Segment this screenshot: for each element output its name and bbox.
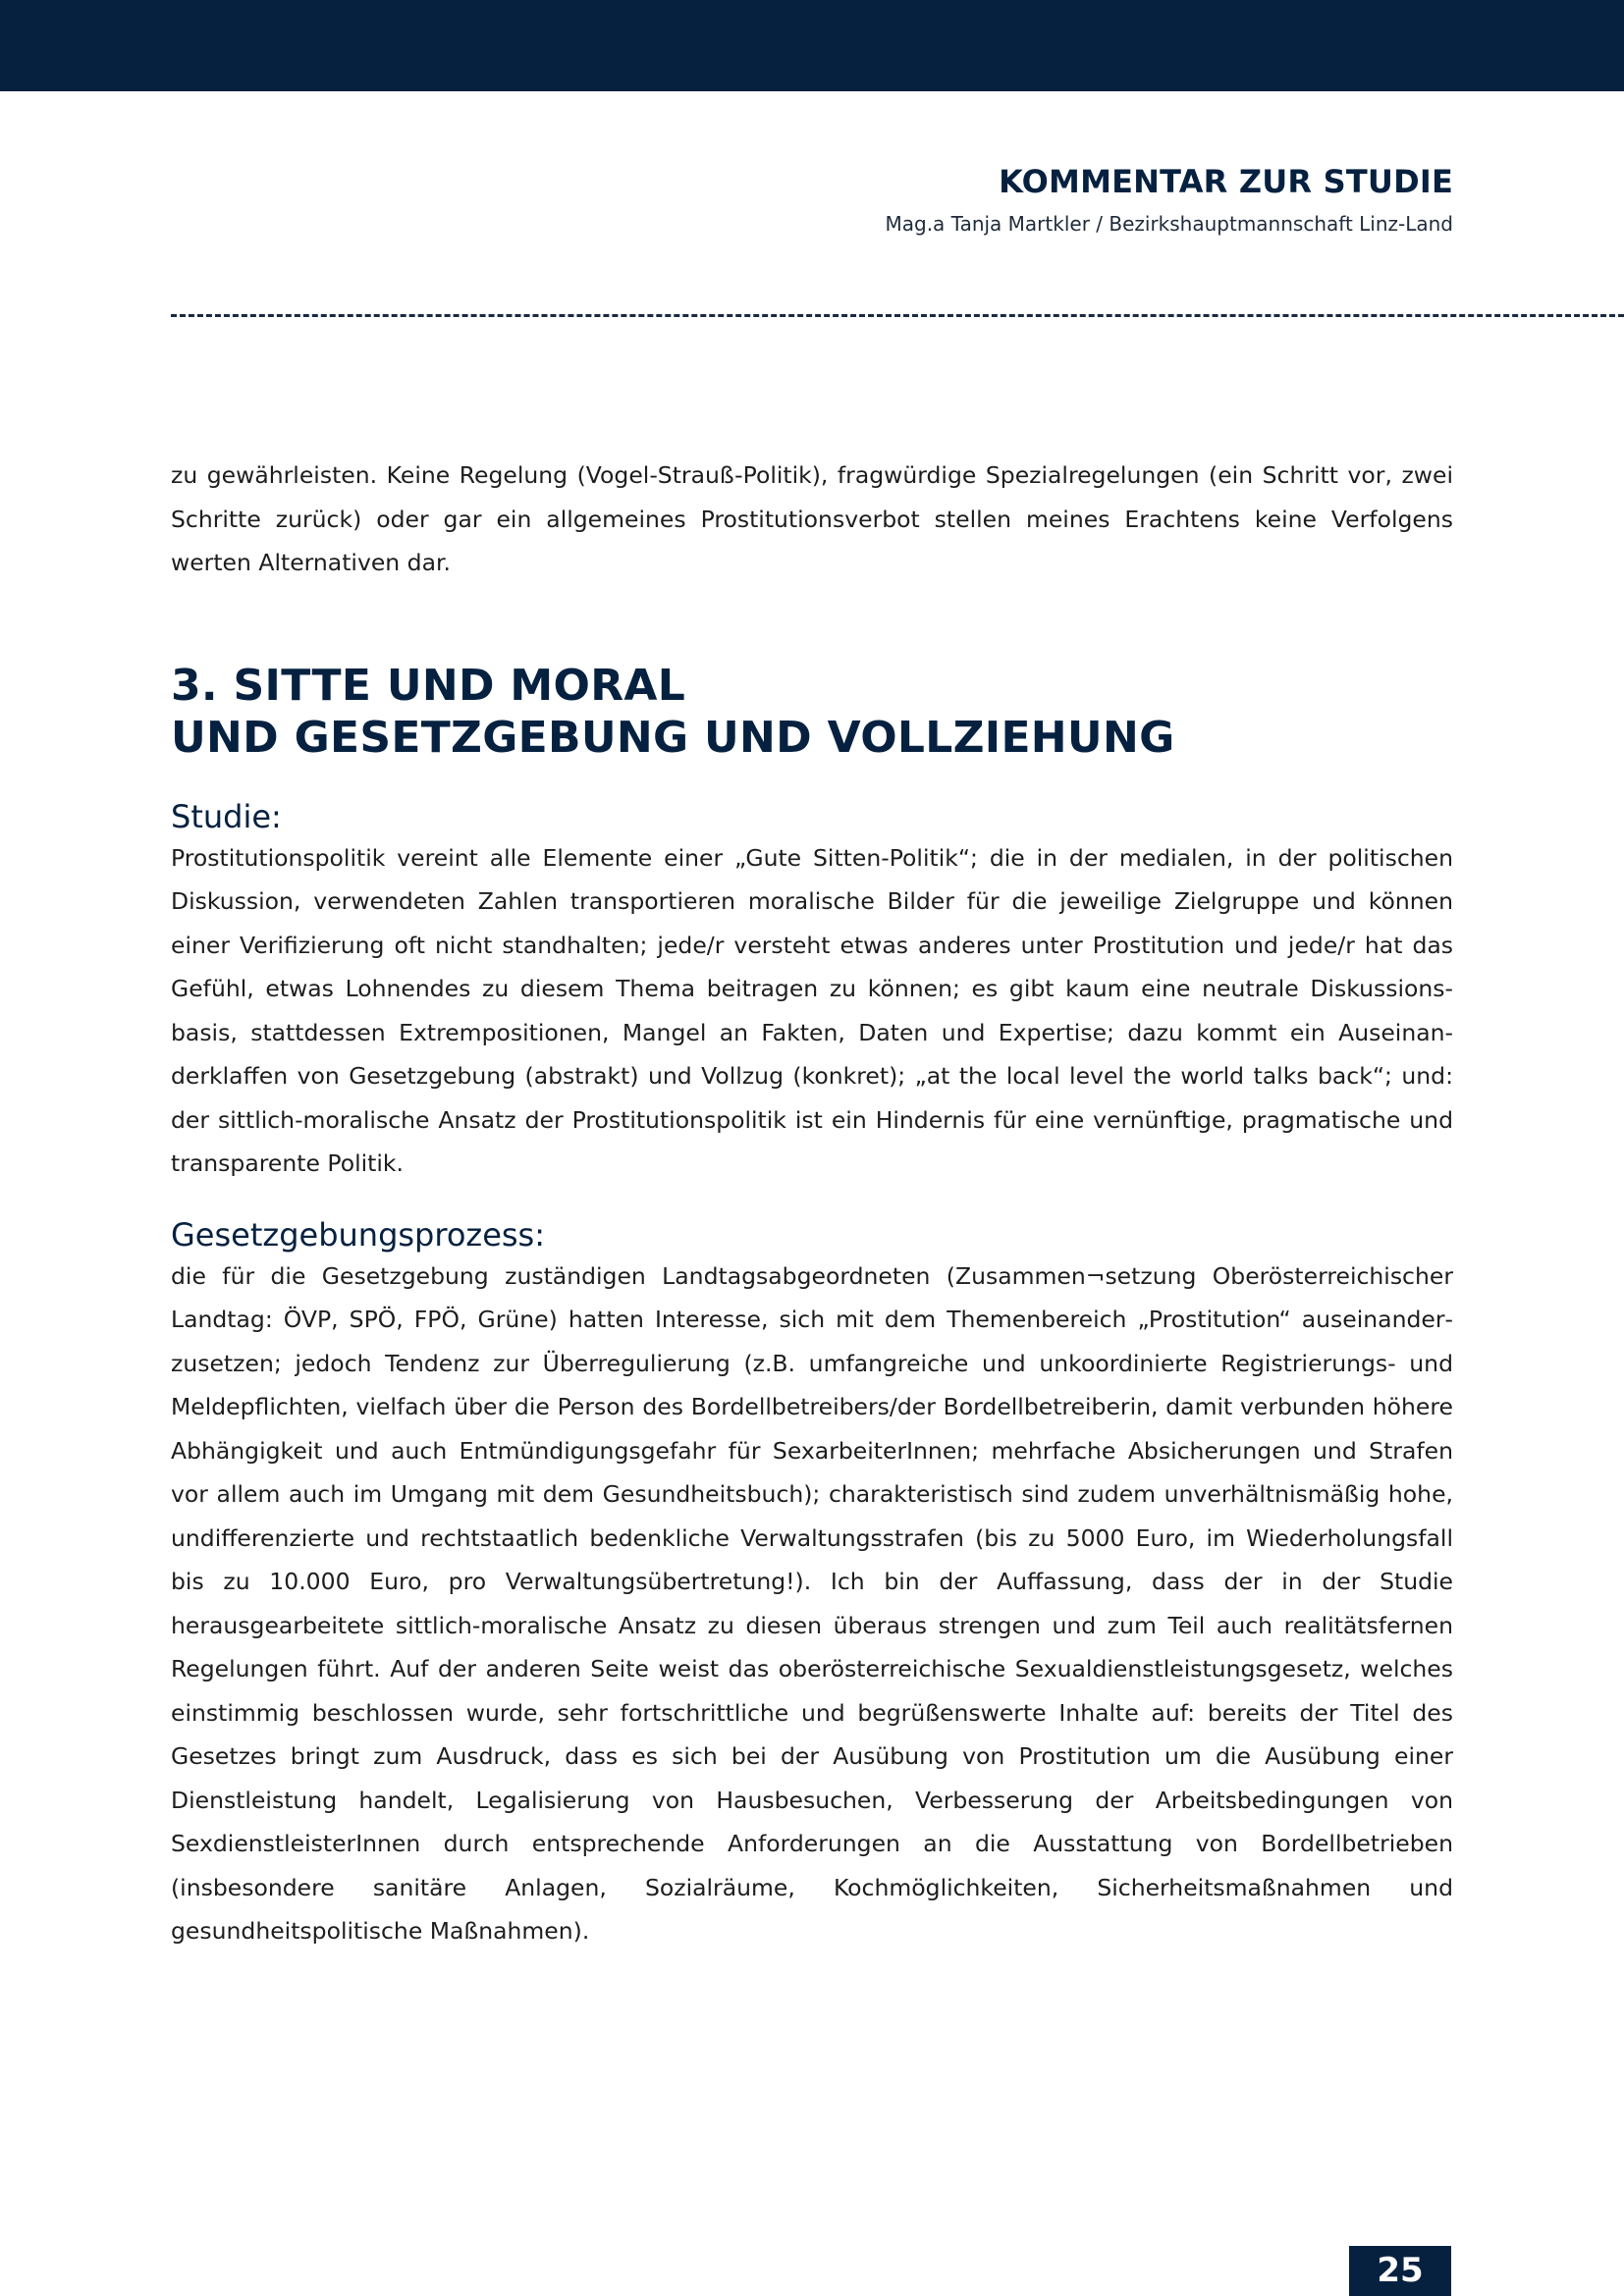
page-number: 25	[1349, 2246, 1451, 2296]
dashed-divider	[171, 314, 1624, 317]
main-content	[171, 454, 1453, 1953]
gesetzgebung-label: Gesetzgebungsprozess:	[171, 1215, 545, 1254]
running-header	[885, 163, 1453, 236]
top-banner	[0, 0, 1624, 91]
header-author: Mag.a Tanja Martkler / Bezirkshauptmannschaft Linz-Land	[885, 212, 1453, 236]
gesetzgebung-paragraph: die für die Gesetzgebung zuständigen Landtagsabgeordneten (Zusammen¬setzung Oberösterreichischer Landtag: ÖVP, SPÖ, FPÖ, Grüne) hatten Interesse, sich mit dem Themenbereich „Prostitution“ auseinanderzusetzen; jedoch Tendenz zur Überregulierung (z.B. umfangreiche und unkoordinierte Registrierungs- und Meldepflichten, vielfach über die Person des Bordellbetreibers/der Bordellbetreiberin, damit verbunden höhere Abhängigkeit und auch Entmündigungsgefahr für SexarbeiterInnen; mehrfache Absicherungen und Strafen vor allem auch im Umgang mit dem Gesundheitsbuch); charakteristisch sind zudem unverhältnismäßig hohe, undifferenzierte und rechtstaatlich bedenkliche Verwaltungsstrafen (bis zu 5000 Euro, im Wiederholungsfall bis zu 10.000 Euro, pro Verwaltungsübertretung!). Ich bin der Auffassung, dass der in der Studie herausgearbeitete sittlich-moralische Ansatz zu diesen überaus strengen und zum Teil auch realitätsfernen Regelungen führt. Auf der anderen Seite weist das oberösterreichische Sexualdienstleistungsgesetz, welches einstimmig beschlossen wurde, sehr fortschrittliche und begrüßenswerte Inhalte auf: bereits der Titel des Gesetzes bringt zum Ausdruck, dass es sich bei der Ausübung von Prostitution um die Ausübung einer Dienstleistung handelt, Legalisierung von Hausbesuchen, Verbesserung der Arbeitsbedingungen von SexdienstleisterInnen durch entsprechende Anforderungen an die Ausstattung von Bordellbetrieben (insbesondere sanitäre Anlagen, Sozialräume, Kochmöglichkeiten, Sicherheitsmaßnahmen und gesundheitspolitische Maßnahmen).	[171, 1261, 1453, 1945]
section-heading-line2: UND GESETZGEBUNG UND VOLLZIEHUNG	[171, 712, 1175, 763]
section-heading	[171, 660, 1453, 764]
studie-paragraph: Prostitutionspolitik vereint alle Elemente einer „Gute Sitten-Politik“; die in der medialen, in der politischen Diskussion, verwendeten Zahlen transportieren moralische Bilder für die jeweilige Zielgruppe und können einer Verifizierung oft nicht standhalten; jede/r versteht etwas anderes unter Prostitution und jede/r hat das Gefühl, etwas Lohnendes zu diesem Thema beitragen zu können; es gibt kaum eine neutrale Diskussionsbasis, stattdessen Extrempositionen, Mangel an Fakten, Daten und Expertise; dazu kommt ein Auseinanderklaffen von Gesetzgebung (abstrakt) und Vollzug (konkret); „at the local level the world talks back“; und: der sittlich-moralische Ansatz der Prostitutionspolitik ist ein Hindernis für eine vernünftige, pragmatische und transparente Politik.	[171, 843, 1453, 1177]
intro-paragraph: zu gewährleisten. Keine Regelung (Vogel-Strauß-Politik), fragwürdige Spezialregelungen (ein Schritt vor, zwei Schritte zurück) oder gar ein allgemeines Prostitutionsverbot stellen meines Erachtens keine Verfolgens werten Alternativen dar.	[171, 461, 1453, 576]
studie-label: Studie:	[171, 797, 282, 835]
section-heading-line1: 3. SITTE UND MORAL	[171, 660, 686, 711]
header-title: KOMMENTAR ZUR STUDIE	[999, 163, 1453, 200]
